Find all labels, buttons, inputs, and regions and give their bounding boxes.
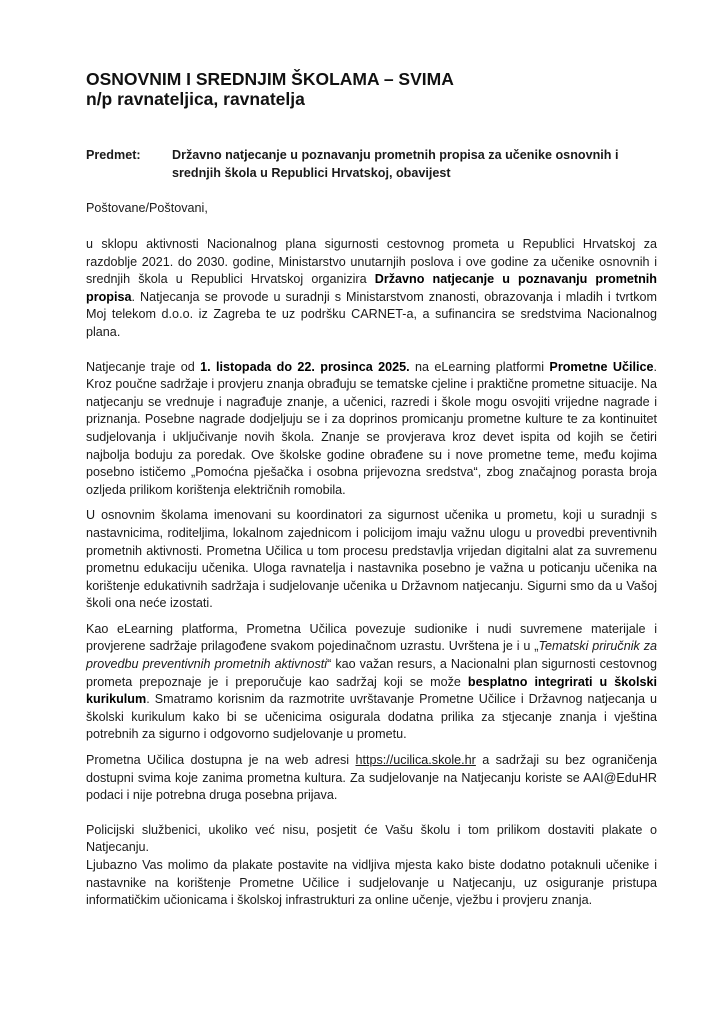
handbook-title-italic: Tematski priručnik za provedbu preventivnih prometnih aktivnosti <box>86 639 657 672</box>
text-run: Prometna Učilica dostupna je na web adresi <box>86 753 356 768</box>
paragraph-access <box>86 752 657 805</box>
ucilica-link[interactable]: https://ucilica.skole.hr <box>355 753 476 768</box>
paragraph-intro <box>86 236 657 342</box>
subject-label: Predmet: <box>86 148 141 162</box>
curriculum-bold: besplatno integrirati u školski kurikulum <box>86 674 657 707</box>
paragraph-posters: Ljubazno Vas molimo da plakate postavite na vidljiva mjesta kako biste dodatno potaknuli učenike i nastavnike na korištenje Prometne Učilice i sudjelovanje u Natjecanju, uz osiguranje pristupa informatičkim učionicama i školskoj infrastrukturi za online učenje, vježbu i provjeru znanja. <box>86 858 657 908</box>
paragraph-police: Policijski službenici, ukoliko već nisu, posjetit će Vašu školu i tom prilikom dostaviti plakate o Natjecanju. <box>86 822 657 855</box>
text-run: Kao eLearning platforma, Prometna Učilica povezuje sudionike i nudi suvremene materijale i provjerene sadržaje prilagođene svakom pojedinačnom uzrastu. Uvrštena je i u „ <box>86 621 657 654</box>
date-range-bold: 1. listopada do 22. prosinca 2025. <box>200 359 410 374</box>
platform-name-bold: Prometne Učilice <box>549 359 654 374</box>
text-run: . Natjecanja se provode u suradnji s Ministarstvom znanosti, obrazovanja i mladih i tvrtkom Moj telekom d.o.o. iz Zagreba te uz podršku CARNET-a, a sufinancira se sredstvima Nacionalnog plana. <box>86 289 657 339</box>
text-run: . Smatramo korisnim da razmotrite uvrštavanje Prometne Učilice i Državnog natjecanja u školski kurikulum kako bi se učenicima osigurala dodatna prilika za stjecanje znanja i vještina potrebnih za sigurno i odgovorno sudjelovanje u prometu. <box>86 692 657 742</box>
text-run: . Kroz poučne sadržaje i provjeru znanja obrađuju se tematske cjeline i praktične prometne situacije. Na natjecanju se vrednuje i nagrađuje znanje, a učenici, razredi i škole mogu osvojiti vrijedne nagrade i priznanja. Posebne nagrade dodjeljuju se i za doprinos promicanju prometne kulture te za kontinuitet sudjelovanja i uključivanje novih škola. Znanje se provjerava kroz devet ispita od kojih se četiri najbolja boduju za poredak. Ove školske godine obrađene su i nove prometne teme, među kojima posebno ističemo „Pomoćna pješačka i osobna prijevozna sredstva“, zbog značajnog porasta broja ozljeda prilikom korištenja električnih romobila. <box>86 359 657 497</box>
paragraph-coordinators: U osnovnim školama imenovani su koordinatori za sigurnost učenika u prometu, koji u suradnji s nastavnicima, roditeljima, lokalnom zajednicom i policijom imaju važnu ulogu u provedbi preventivnih prometnih aktivnosti. Prometna Učilica u tom procesu predstavlja vrijedan digitalni alat za suvremenu prometnu edukaciju učenika. Uloga ravnatelja i nastavnika posebno je važna u poticanju učenika na korištenje edukativnih sadržaja i sudjelovanje učenika u Državnom natjecanju. Sigurni smo da u Vašoj školi ona neće izostati. <box>86 508 657 611</box>
text-run: Natjecanje traje od <box>86 359 201 374</box>
text-run: a sadržaji su bez ograničenja dostupni svima koje zanima prometna kultura. Za sudjelovanje na Natjecanju koriste se AAI@EduHR podaci i nije potrebna druga posebna prijava. <box>86 753 657 803</box>
text-run: “ kao važan resurs, a Nacionalni plan sigurnosti cestovnog prometa prepoznaje je i preporučuje kao sadržaj koji se može <box>86 657 657 689</box>
recipient-line-2: n/p ravnateljica, ravnatelja <box>86 89 305 109</box>
paragraph-duration <box>86 359 657 500</box>
competition-name-bold: Državno natjecanje u poznavanju prometnih propisa <box>86 272 657 304</box>
recipient-line-1: OSNOVNIM I SREDNJIM ŠKOLAMA – SVIMA <box>86 69 454 89</box>
paragraph-platform <box>86 621 657 744</box>
letter-body <box>86 236 657 918</box>
subject-text: Državno natjecanje u poznavanju prometnih propisa za učenike osnovnih i srednjih škola u Republici Hrvatskoj, obavijest <box>172 148 619 180</box>
greeting: Poštovane/Poštovani, <box>86 201 208 215</box>
text-run: na eLearning platformi <box>409 359 550 374</box>
addressee-block <box>86 69 454 109</box>
text-run: u sklopu aktivnosti Nacionalnog plana sigurnosti cestovnog prometa u Republici Hrvatskoj za razdoblje 2021. do 2030. godine, Ministarstvo unutarnjih poslova i ove godine za učenike osnovnih i srednjih škola u Republici Hrvatskoj organizira <box>86 237 657 287</box>
